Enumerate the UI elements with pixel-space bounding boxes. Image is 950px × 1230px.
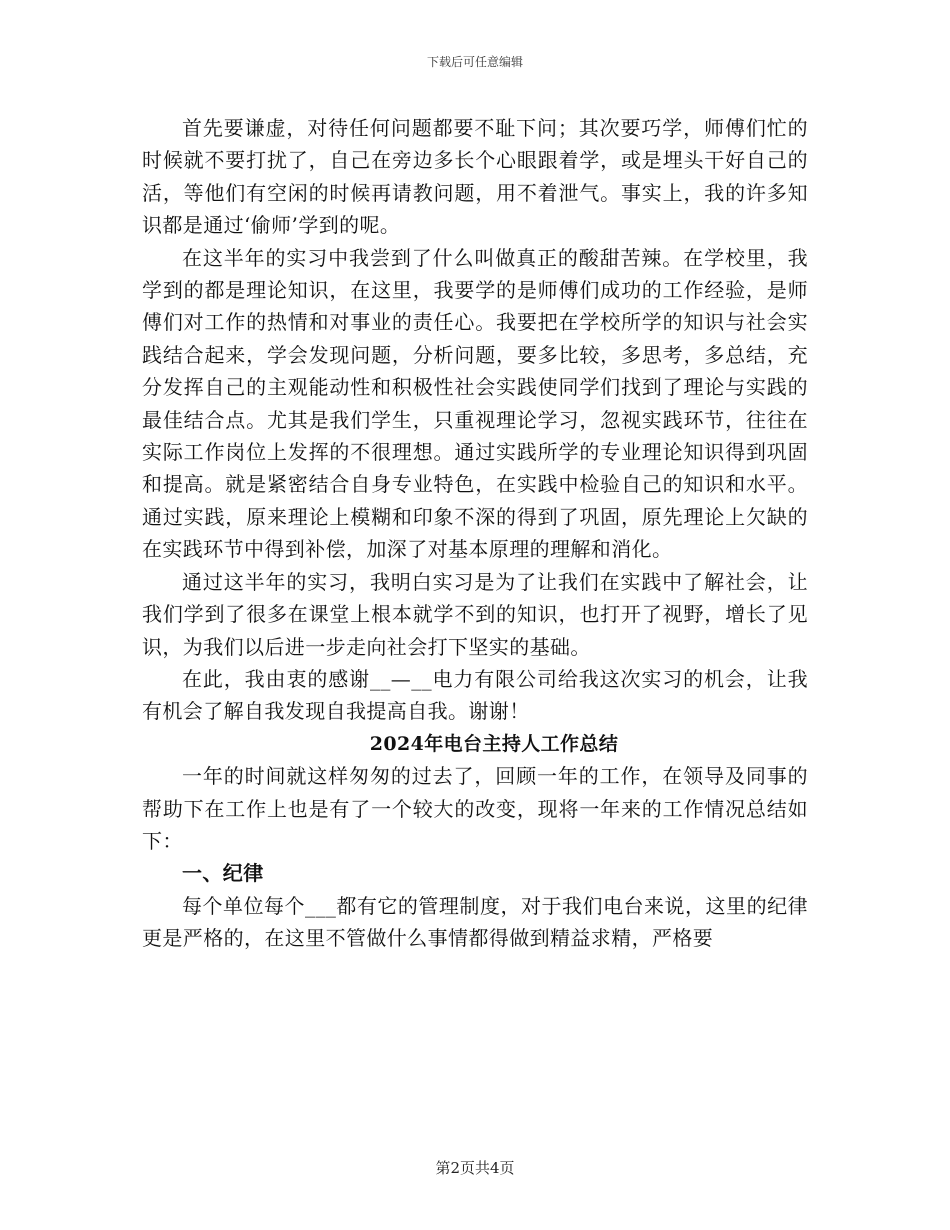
document-body [142, 112, 808, 955]
section-heading-discipline: 一、纪律 [182, 861, 264, 886]
paragraph-1: 首先要谦虚，对待任何问题都要不耻下问；其次要巧学，师傅们忙的时候就不要打扰了，自己在旁边多长个心眼跟着学，或是埋头干好自己的活，等他们有空闲的时候再请教问题，用不着泄气。事实上，我的许多知识都是通过‘偷师’学到的呢。 [142, 116, 808, 238]
paragraph-4: 在此，我由衷的感谢__—__电力有限公司给我这次实习的机会，让我有机会了解自我发现自我提高自我。谢谢！ [142, 666, 808, 724]
page-footer: 第2页共4页 [435, 1159, 515, 1177]
paragraph-6: 每个单位每个___都有它的管理制度，对于我们电台来说，这里的纪律更是严格的，在这里不管做什么事情都得做到精益求精，严格要 [142, 893, 808, 951]
page-header: 下载后可任意编辑 [426, 55, 523, 69]
paragraph-3: 通过这半年的实习，我明白实习是为了让我们在实践中了解社会，让我们学到了很多在课堂上根本就学不到的知识，也打开了视野，增长了见识，为我们以后进一步走向社会打下坚实的基础。 [142, 569, 808, 659]
paragraph-5: 一年的时间就这样匆匆的过去了，回顾一年的工作，在领导及同事的帮助下在工作上也是有了一个较大的改变，现将一年来的工作情况总结如下： [142, 764, 808, 853]
paragraph-2: 在这半年的实习中我尝到了什么叫做真正的酸甜苦辣。在学校里，我学到的都是理论知识，在这里，我要学的是师傅们成功的工作经验，是师傅们对工作的热情和对事业的责任心。我要把在学校所学的知识与社会实践结合起来，学会发现问题，分析问题，要多比较，多思考，多总结，充分发挥自己的主观能动性和积极性社会实践使同学们找到了理论与实践的最佳结合点。尤其是我们学生，只重视理论学习，忽视实践环节，往往在实际工作岗位上发挥的不很理想。通过实践所学的专业理论知识得到巩固和提高。就是紧密结合自身专业特色，在实践中检验自己的知识和水平。通过实践，原来理论上模糊和印象不深的得到了巩固，原先理论上欠缺的在实践环节中得到补偿，加深了对基本原理的理解和消化。 [142, 245, 808, 562]
section-title: 2024年电台主持人工作总结 [369, 732, 619, 755]
